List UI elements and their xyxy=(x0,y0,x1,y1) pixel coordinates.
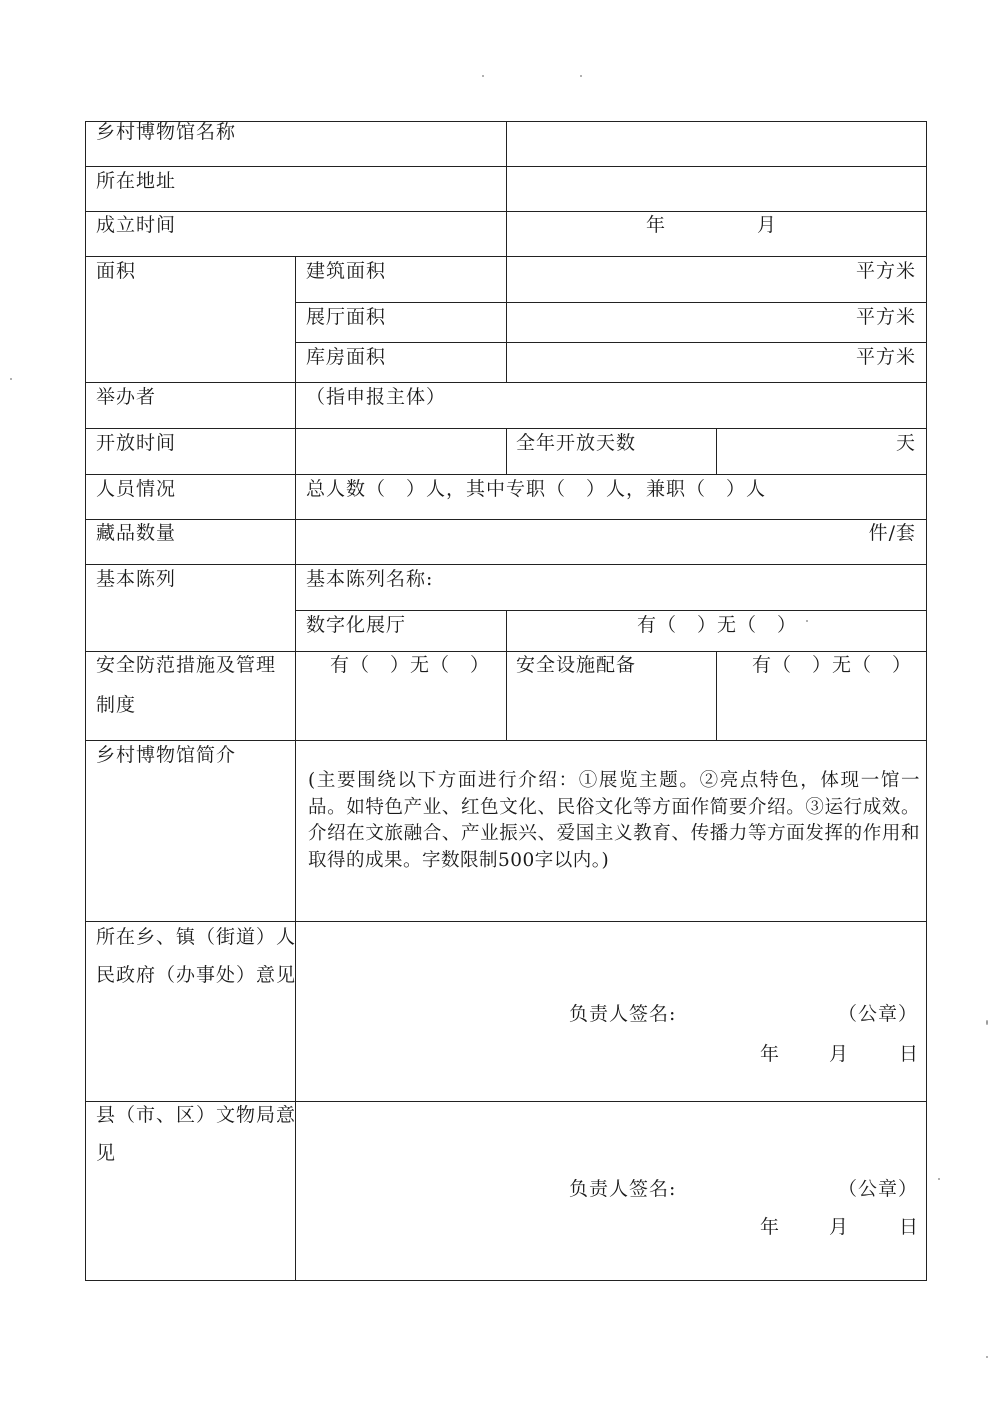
safety-options: 有（ ）无（ ） xyxy=(330,654,491,676)
organizer-hint: （指申报主体） xyxy=(306,386,447,408)
collection-unit: 件/套 xyxy=(868,522,916,544)
safety-label-line2: 制度 xyxy=(96,694,137,716)
row-divider xyxy=(85,474,927,475)
scan-speck xyxy=(938,1178,940,1180)
scan-speck xyxy=(482,75,484,77)
column-divider xyxy=(506,121,507,256)
county-opinion-label-line1: 县（市、区）文物局意 xyxy=(96,1104,297,1126)
safety-facility-label: 安全设施配备 xyxy=(516,654,637,676)
staff-label: 人员情况 xyxy=(96,478,177,500)
digital-hall-options: 有（ ）无（ ） xyxy=(637,614,798,636)
collection-label: 藏品数量 xyxy=(96,522,177,544)
open-time-label: 开放时间 xyxy=(96,432,177,454)
row-divider xyxy=(85,519,927,520)
column-divider xyxy=(295,256,296,1281)
exhibition-name-label: 基本陈列名称: xyxy=(306,568,434,590)
museum-name-label: 乡村博物馆名称 xyxy=(96,121,237,143)
town-opinion-label-line1: 所在乡、镇（街道）人 xyxy=(96,926,297,948)
intro-label: 乡村博物馆简介 xyxy=(96,744,237,766)
address-label: 所在地址 xyxy=(96,170,177,192)
established-month: 月 xyxy=(757,214,778,236)
hall-area-unit: 平方米 xyxy=(855,306,916,328)
established-year: 年 xyxy=(646,214,667,236)
days-unit: 天 xyxy=(895,432,916,454)
scan-speck xyxy=(986,1356,988,1358)
county-seal-label: （公章） xyxy=(838,1178,919,1200)
row-divider xyxy=(85,382,927,383)
intro-text: (主要围绕以下方面进行介绍：①展览主题。②亮点特色，体现一馆一品。如特色产业、红色文化、民俗文化等方面作简要介绍。③运行成效。介绍在文旅融合、产业振兴、爱国主义教育、传播力等方面发挥的作用和取得的成果。字数限制500字以内。) xyxy=(308,770,920,871)
row-divider xyxy=(85,1101,927,1102)
area-label: 面积 xyxy=(96,260,137,282)
county-date-day: 日 xyxy=(899,1216,920,1238)
storage-area-label: 库房面积 xyxy=(306,346,387,368)
column-divider xyxy=(506,256,507,382)
organizer-label: 举办者 xyxy=(96,386,157,408)
exhibition-label: 基本陈列 xyxy=(96,568,177,590)
building-area-unit: 平方米 xyxy=(855,260,916,282)
town-opinion-label-line2: 民政府（办事处）意见 xyxy=(96,964,297,986)
town-signature-label: 负责人签名: xyxy=(569,1003,677,1025)
staff-text: 总人数（ ）人，其中专职（ ）人，兼职（ ）人 xyxy=(306,478,767,500)
hall-area-label: 展厅面积 xyxy=(306,306,387,328)
row-divider xyxy=(295,342,927,343)
storage-area-unit: 平方米 xyxy=(855,346,916,368)
town-date-month: 月 xyxy=(829,1043,850,1065)
county-signature-label: 负责人签名: xyxy=(569,1178,677,1200)
column-divider xyxy=(506,428,507,474)
county-date-month: 月 xyxy=(829,1216,850,1238)
safety-facility-options: 有（ ）无（ ） xyxy=(752,654,913,676)
row-divider xyxy=(295,302,927,303)
row-divider xyxy=(85,564,927,565)
column-divider xyxy=(716,651,717,740)
digital-hall-label: 数字化展厅 xyxy=(306,614,407,636)
county-opinion-label-line2: 见 xyxy=(96,1142,117,1164)
row-divider xyxy=(85,921,927,922)
town-date-day: 日 xyxy=(899,1043,920,1065)
town-seal-label: （公章） xyxy=(838,1003,919,1025)
scan-speck xyxy=(986,1020,988,1025)
county-date-year: 年 xyxy=(760,1216,781,1238)
column-divider xyxy=(506,610,507,740)
scan-speck xyxy=(10,378,12,380)
column-divider xyxy=(716,428,717,474)
annual-open-days-label: 全年开放天数 xyxy=(516,432,637,454)
row-divider xyxy=(295,610,927,611)
town-date-year: 年 xyxy=(760,1043,781,1065)
established-label: 成立时间 xyxy=(96,214,177,236)
safety-label-line1: 安全防范措施及管理 xyxy=(96,654,277,676)
scan-speck xyxy=(806,620,808,622)
building-area-label: 建筑面积 xyxy=(306,260,387,282)
scan-speck xyxy=(580,75,582,77)
row-divider xyxy=(85,740,927,741)
